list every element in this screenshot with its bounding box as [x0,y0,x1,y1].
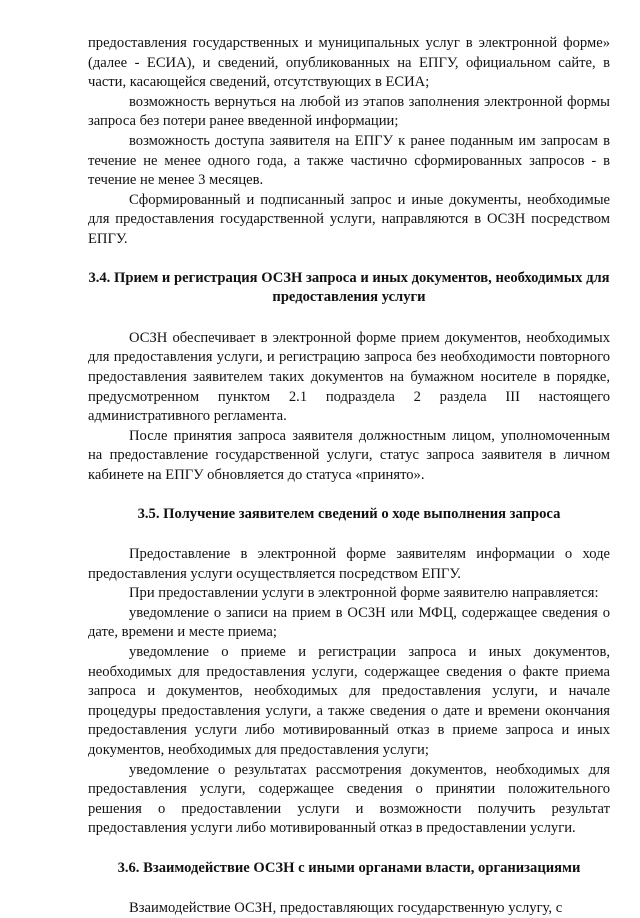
spacer [88,839,610,859]
paragraph: После принятия запроса заявителя должностным лицом, уполномоченным на предоставление государственной услуги, статус запроса заявителя в личном кабинете на ЕПГУ обновляется до статуса «принято». [88,427,610,483]
spacer [88,525,610,545]
paragraph: Взаимодействие ОСЗН, предоставляющих государственную услугу, с [129,899,563,916]
paragraph: уведомление о записи на прием в ОСЗН или МФЦ, содержащее сведения о дате, времени и месте приема; [88,604,610,641]
paragraph: уведомление о результатах рассмотрения документов, необходимых для предоставления услуги, содержащее сведения о принятии положительного решения о предоставлении услуги и возможности получить результат предоставления услуги либо мотивированный отказ в предоставлении услуги. [88,761,610,837]
spacer [88,485,610,505]
section-heading: 3.6. Взаимодействие ОСЗН с иными органами власти, организациями [117,859,581,876]
spacer [88,250,610,269]
spacer [88,308,610,329]
paragraph: возможность доступа заявителя на ЕПГУ к ранее поданным им запросам в течение не менее одного года, а также частично сформированных запросов - в течение не менее 3 месяцев. [88,132,610,189]
paragraph: возможность вернуться на любой из этапов заполнения электронной формы запроса без потери ранее введенной информации; [88,93,610,130]
section-heading: 3.4. Прием и регистрация ОСЗН запроса и иных документов, необходимых для предоставления услуги [88,269,610,306]
paragraph: При предоставлении услуги в электронной форме заявителю направляется: [129,585,599,602]
paragraph: Сформированный и подписанный запрос и иные документы, необходимые для предоставления государственной услуги, направляются в ОСЗН посредством ЕПГУ. [88,191,610,247]
paragraph: уведомление о приеме и регистрации запроса и иных документов, необходимых для предоставления услуги, содержащее сведения о факте приема запроса и документов, необходимых для предоставления услуги, и начале процедуры предоставления услуги, а также сведения о дате и времени окончания предоставления услуги либо мотивированный отказ в приеме запроса и иных документов, необходимых для предоставления услуги; [88,644,610,758]
document-page [88,34,610,918]
spacer [88,879,610,899]
paragraph: ОСЗН обеспечивает в электронной форме прием документов, необходимых для предоставления услуги, и регистрацию запроса без необходимости повторного предоставления заявителем таких документов на бумажном носителе в порядке, предусмотренном пунктом 2.1 подраздела 2 раздела III настоящего административного регламента. [88,329,610,425]
paragraph: Предоставление в электронной форме заявителям информации о ходе предоставления услуги осуществляется посредством ЕПГУ. [88,546,610,582]
paragraph: предоставления государственных и муниципальных услуг в электронной форме» (далее - ЕСИА), и сведений, опубликованных на ЕПГУ, официальном сайте, в части, касающейся сведений, отсутствующих в ЕСИА; [88,35,610,91]
section-heading: 3.5. Получение заявителем сведений о ходе выполнения запроса [137,506,561,523]
